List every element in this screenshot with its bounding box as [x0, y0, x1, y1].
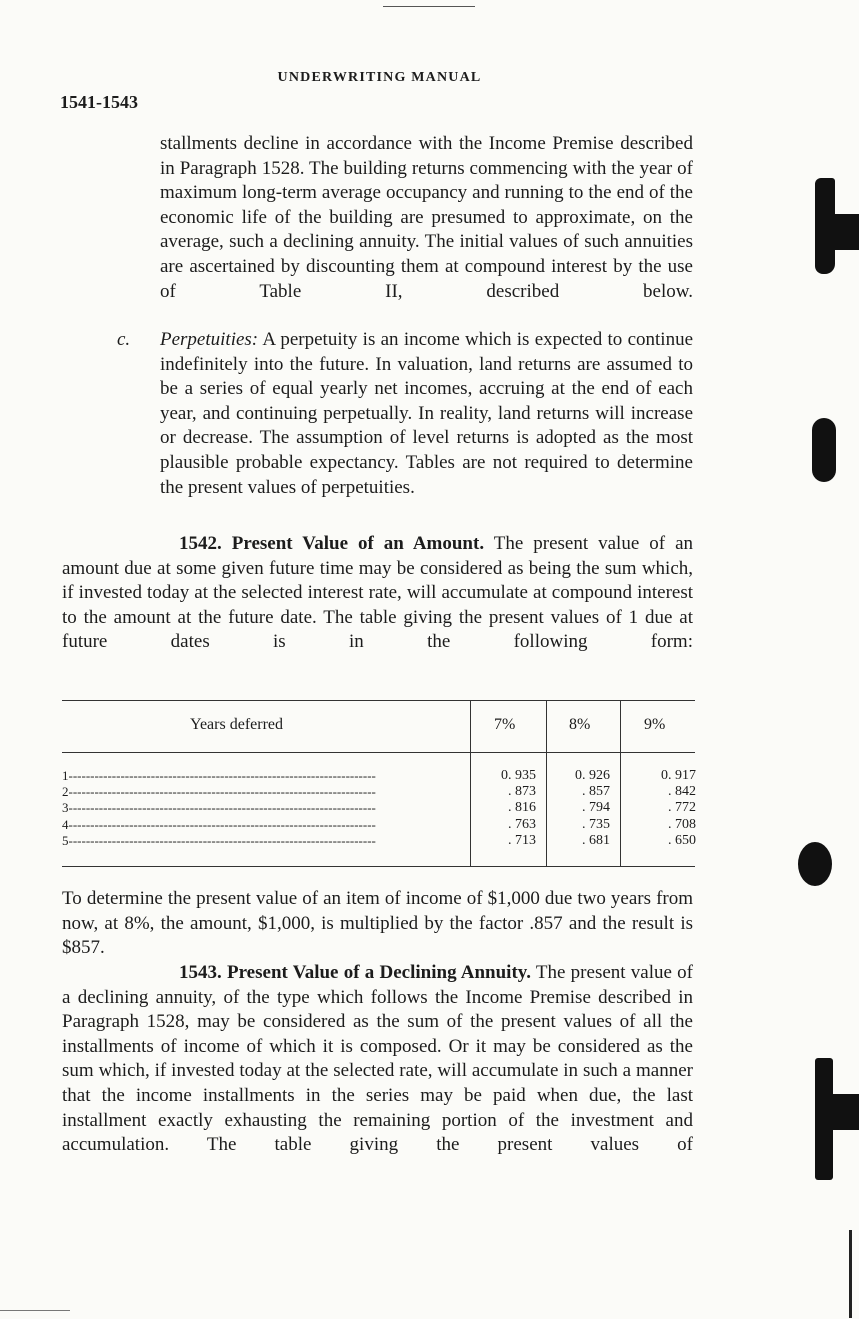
cell: . 816 [508, 800, 536, 816]
cell: . 650 [668, 832, 696, 848]
cell: . 857 [582, 784, 610, 800]
paragraph-b-continued: stallments decline in accordance with the Income Premise described in Paragraph 1528. The building returns commencing with the year of maximum long-term average occupancy and running to the end of the economic life of the building are presumed to approximate, on the average, such a declining annuity. The initial values of such annuities are ascertained by discounting them at compound interest by the use of Table II, described below. [160, 133, 693, 302]
item-c-text: A perpetuity is an income which is expected to continue indefinitely into the future. In valuation, land returns are assumed to be a series of equal yearly net incomes, accruing at the end of each year, and continuing perpetually. In reality, land returns will increase or decrease. The assumption of level returns is adopted as the most plausible probable expectancy. Tables are not required to determine the present values of perpetuities. [160, 329, 694, 498]
table-divider-1 [470, 700, 471, 866]
para-1542-text: The present value of an amount due at some given future time may be considered as being the sum which, if invested today at the selected interest rate, will accumulate at compound interest to the amount at the future date. The table giving the present values of 1 due at future dates is in the following form: [62, 533, 694, 653]
cell: . 681 [582, 832, 610, 848]
edge-mark-1-tab [830, 214, 859, 250]
running-title: UNDERWRITING MANUAL [277, 70, 482, 85]
table-row: 2----------------------------------------------------------------------- [62, 784, 376, 800]
cell: 0. 926 [575, 768, 610, 783]
paragraph-1543 [62, 961, 693, 1158]
edge-mark-2 [812, 418, 836, 482]
header-8-percent: 8% [569, 716, 591, 733]
paragraph-after-table: To determine the present value of an item of income of $1,000 due two years from now, at 8%, the amount, $1,000, is multiplied by the factor .857 and the result is $857. [62, 888, 693, 959]
cell: . 842 [668, 784, 696, 800]
cell: . 794 [582, 800, 610, 816]
paragraph-1542 [62, 532, 693, 655]
para-1542-number: 1542. [179, 533, 222, 554]
item-c-label: c. [117, 329, 131, 350]
edge-mark-3 [798, 842, 832, 886]
top-rule [383, 6, 475, 7]
column-8-percent [552, 768, 610, 849]
para-1542-heading: Present Value of an Amount. [231, 533, 485, 554]
cell: . 708 [668, 816, 696, 832]
para-1543-number: 1543. [179, 962, 222, 983]
table-divider-3 [620, 700, 621, 866]
right-edge-line [849, 1230, 852, 1318]
cell: . 713 [508, 832, 536, 848]
para-1543-heading: Present Value of a Declining Annuity. [226, 962, 531, 983]
cell: 0. 917 [661, 768, 696, 783]
table-row: 5----------------------------------------------------------------------- [62, 832, 376, 848]
table-divider-2 [546, 700, 547, 866]
para-1543-text: The present value of a declining annuity, of the type which follows the Income Premise described in Paragraph 1528, may be considered as the sum of the present values of all the installments of income of which it is composed. Or it may be considered as the sum which, if invested today at the selected rate, will accumulate in such a manner that the income installments in the series may be paid when due, the last installment exactly exhausting the remaining portion of the investment and accumulation. The table giving the present values of [62, 962, 693, 1156]
column-9-percent [628, 768, 696, 849]
cell: . 763 [508, 816, 536, 832]
table-bottom-rule [62, 866, 695, 867]
cell: . 873 [508, 784, 536, 800]
table-top-rule [62, 700, 695, 701]
edge-mark-4-tab [830, 1094, 859, 1130]
header-7-percent: 7% [494, 716, 516, 733]
item-c-perpetuities [117, 328, 694, 500]
header-years-deferred: Years deferred [190, 716, 283, 733]
cell: 0. 935 [501, 768, 536, 783]
cell: . 772 [668, 800, 696, 816]
cell: . 735 [582, 816, 610, 832]
table-row: 1----------------------------------------------------------------------- [62, 768, 376, 783]
page-range: 1541-1543 [60, 92, 138, 112]
column-7-percent [476, 768, 536, 849]
bottom-left-rule [0, 1310, 70, 1311]
header-9-percent: 9% [644, 716, 666, 733]
table-row: 4----------------------------------------------------------------------- [62, 816, 376, 832]
table-row: 3----------------------------------------------------------------------- [62, 800, 376, 816]
item-c-term: Perpetuities: [160, 329, 259, 350]
table-header-rule [62, 752, 695, 753]
